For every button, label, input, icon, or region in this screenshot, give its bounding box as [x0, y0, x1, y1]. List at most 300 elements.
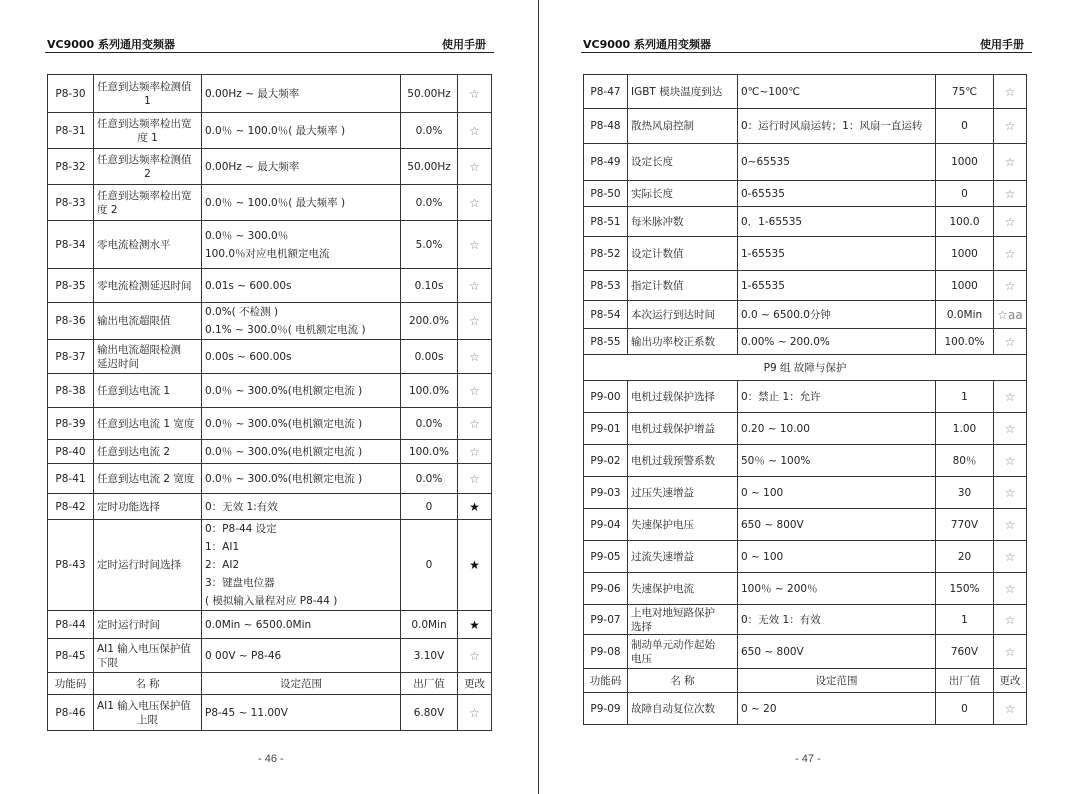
- name-line: 电机过载保护选择: [631, 390, 715, 403]
- param-range: [202, 374, 401, 408]
- name-line: 2: [144, 167, 151, 180]
- range-line: 0~65535: [741, 156, 790, 168]
- star-outline-icon: ☆: [994, 573, 1027, 605]
- param-name: [628, 237, 738, 271]
- param-code: P9-07: [584, 605, 628, 635]
- header-name: [94, 673, 202, 695]
- table-row: [48, 520, 492, 611]
- param-code: P9-09: [584, 693, 628, 725]
- param-name: [628, 477, 738, 509]
- header-range: [738, 669, 936, 693]
- param-code: P8-42: [48, 494, 94, 520]
- column-header-row: [48, 673, 492, 695]
- star-outline-icon: ☆: [994, 271, 1027, 301]
- param-range: [202, 639, 401, 673]
- name-line: 任意到达电流 1 宽度: [97, 417, 195, 430]
- table-row: [584, 477, 1027, 509]
- star-outline-icon: ☆: [994, 109, 1027, 144]
- param-name: [94, 520, 202, 611]
- param-code: P8-39: [48, 408, 94, 440]
- star-outline-icon: ☆: [994, 445, 1027, 477]
- name-line: 输出功率校正系数: [631, 335, 715, 348]
- factory-value: 1000: [936, 144, 994, 181]
- param-code: P8-44: [48, 611, 94, 639]
- param-name: [628, 635, 738, 669]
- star-outline-icon: ☆: [458, 440, 492, 464]
- name-line: 输出电流超限值: [97, 315, 171, 327]
- param-name: [628, 381, 738, 413]
- name-line: 电机过载保护增益: [631, 422, 715, 435]
- name-line: 设定长度: [631, 156, 673, 168]
- name-line: 失速保护电流: [631, 582, 694, 595]
- table-row: [48, 221, 492, 269]
- factory-value: 50.00Hz: [401, 149, 458, 185]
- header-change: 更改: [458, 673, 492, 695]
- star-outline-icon: ☆: [458, 374, 492, 408]
- header-code: 功能码: [48, 673, 94, 695]
- param-code: P8-53: [584, 271, 628, 301]
- param-name: [94, 340, 202, 374]
- param-range: [738, 144, 936, 181]
- table-row: [584, 445, 1027, 477]
- range-line: 650 ~ 800V: [741, 518, 804, 531]
- table-row: [48, 303, 492, 340]
- factory-value: 770V: [936, 509, 994, 541]
- factory-value: 100.0%: [936, 329, 994, 355]
- star-outline-icon: ☆: [458, 464, 492, 494]
- name-line: 度 1: [137, 131, 158, 144]
- table-row: [584, 329, 1027, 355]
- factory-value: 1000: [936, 271, 994, 301]
- factory-value: 0: [936, 181, 994, 207]
- factory-value: 100.0%: [401, 374, 458, 408]
- param-name: [628, 509, 738, 541]
- name-line: 度 2: [97, 203, 118, 216]
- range-line: 0．1-65535: [741, 215, 803, 228]
- range-line: 0.00Hz ~ 最大频率: [205, 87, 300, 100]
- range-line: 0 00V ~ P8-46: [205, 649, 282, 662]
- range-line: 设定范围: [280, 677, 322, 690]
- table-row: [584, 109, 1027, 144]
- range-line: 0.0％ ~ 300.0％: [205, 229, 289, 242]
- range-line: 0℃~100℃: [741, 85, 801, 98]
- range-line: 3：键盘电位器: [205, 577, 275, 589]
- name-line: 指定计数值: [631, 279, 684, 292]
- param-code: P8-55: [584, 329, 628, 355]
- star-outline-icon: ☆: [994, 181, 1027, 207]
- column-header-row: [584, 669, 1027, 693]
- param-name: [628, 605, 738, 635]
- param-code: P8-41: [48, 464, 94, 494]
- factory-value: 5.0%: [401, 221, 458, 269]
- name-line: 定时功能选择: [97, 500, 160, 513]
- range-line: 0 ~ 20: [741, 702, 777, 715]
- param-range: [202, 113, 401, 149]
- param-name: [94, 113, 202, 149]
- header-code: 功能码: [584, 669, 628, 693]
- range-line: 0.00s ~ 600.00s: [205, 350, 292, 363]
- param-name: [94, 185, 202, 221]
- name-line: 上限: [137, 713, 158, 726]
- table-row: [584, 509, 1027, 541]
- param-name: [628, 445, 738, 477]
- param-range: [738, 381, 936, 413]
- table-row: [48, 149, 492, 185]
- header-factory: 出厂值: [936, 669, 994, 693]
- param-name: [94, 611, 202, 639]
- factory-value: 100.0: [936, 207, 994, 237]
- param-range: [202, 520, 401, 611]
- param-range: [738, 75, 936, 109]
- star-outline-icon: ☆: [458, 303, 492, 340]
- table-row: [584, 635, 1027, 669]
- range-line: 1-65535: [741, 247, 785, 260]
- factory-value: 1.00: [936, 413, 994, 445]
- param-name: [628, 693, 738, 725]
- factory-value: 75℃: [936, 75, 994, 109]
- param-code: P8-37: [48, 340, 94, 374]
- factory-value: 0.0%: [401, 464, 458, 494]
- table-row: [48, 440, 492, 464]
- param-name: [94, 374, 202, 408]
- table-row: [584, 75, 1027, 109]
- param-code: P8-45: [48, 639, 94, 673]
- factory-value: 0: [401, 494, 458, 520]
- star-outline-icon: ☆: [994, 413, 1027, 445]
- param-name: [94, 269, 202, 303]
- name-line: 任意到达频率检测值: [97, 80, 192, 93]
- star-outline-icon: ☆: [994, 75, 1027, 109]
- star-outline-icon: ☆: [994, 635, 1027, 669]
- param-code: P8-32: [48, 149, 94, 185]
- param-code: P9-01: [584, 413, 628, 445]
- star-outline-icon: ☆: [994, 477, 1027, 509]
- name-line: 散热风扇控制: [631, 120, 694, 132]
- name-line: 选择: [631, 620, 652, 633]
- factory-value: 30: [936, 477, 994, 509]
- param-code: P8-31: [48, 113, 94, 149]
- name-line: 零电流检测水平: [97, 238, 171, 251]
- range-line: 0 ~ 100: [741, 486, 784, 499]
- param-code: P8-51: [584, 207, 628, 237]
- range-line: 0-65535: [741, 187, 785, 200]
- range-line: 0.0 ~ 6500.0分钟: [741, 308, 831, 321]
- name-line: 定时运行时间选择: [97, 559, 181, 571]
- name-line: 任意到达频率检出宽: [97, 117, 192, 130]
- header-change: 更改: [994, 669, 1027, 693]
- range-line: 0.0Min ~ 6500.0Min: [205, 618, 312, 631]
- factory-value: 100.0%: [401, 440, 458, 464]
- star-outline-icon: ☆: [994, 381, 1027, 413]
- param-name: [628, 541, 738, 573]
- right-header-rule: [581, 52, 1032, 53]
- param-code: P9-05: [584, 541, 628, 573]
- left-header-right: 使用手册: [442, 38, 486, 51]
- star-outline-icon: ☆: [458, 340, 492, 374]
- param-range: [738, 605, 936, 635]
- table-row: [48, 611, 492, 639]
- param-range: [202, 269, 401, 303]
- param-name: [628, 329, 738, 355]
- param-name: [94, 408, 202, 440]
- table-row: [584, 301, 1027, 329]
- param-name: [94, 440, 202, 464]
- param-name: [628, 413, 738, 445]
- star-outline-icon: ☆: [458, 149, 492, 185]
- factory-value: 6.80V: [401, 695, 458, 731]
- param-name: [94, 494, 202, 520]
- param-code: P9-04: [584, 509, 628, 541]
- table-row: [584, 573, 1027, 605]
- param-range: [738, 329, 936, 355]
- range-line: 100.0％对应电机额定电流: [205, 247, 330, 260]
- param-code: P8-35: [48, 269, 94, 303]
- param-range: [738, 109, 936, 144]
- name-line: 任意到达电流 2 宽度: [97, 472, 195, 485]
- factory-value: 760V: [936, 635, 994, 669]
- name-line: 实际长度: [631, 187, 673, 200]
- star-filled-icon: ★: [458, 494, 492, 520]
- star-outline-icon: ☆: [994, 693, 1027, 725]
- factory-value: 1: [936, 381, 994, 413]
- param-range: [738, 541, 936, 573]
- param-range: [738, 509, 936, 541]
- table-row: [48, 408, 492, 440]
- name-line: 名 称: [670, 674, 695, 687]
- right-header-right: 使用手册: [980, 38, 1024, 51]
- range-line: 50％ ~ 100%: [741, 454, 811, 467]
- param-code: P9-00: [584, 381, 628, 413]
- factory-value: 0.00s: [401, 340, 458, 374]
- factory-value: 0.10s: [401, 269, 458, 303]
- factory-value: 0.0%: [401, 113, 458, 149]
- table-row: [48, 464, 492, 494]
- param-name: [94, 695, 202, 731]
- param-range: [202, 440, 401, 464]
- range-line: 0.0％ ~ 300.0%(电机额定电流 ): [205, 445, 363, 458]
- factory-value: 150%: [936, 573, 994, 605]
- param-range: [202, 221, 401, 269]
- factory-value: 1000: [936, 237, 994, 271]
- param-range: [202, 494, 401, 520]
- name-line: 下限: [97, 656, 118, 669]
- range-line: P8-45 ~ 11.00V: [205, 706, 288, 719]
- param-range: [738, 573, 936, 605]
- star-filled-icon: ★: [458, 611, 492, 639]
- range-line: 2：AI2: [205, 559, 240, 571]
- name-line: AI1 输入电压保护值: [97, 642, 191, 655]
- range-line: 0.20 ~ 10.00: [741, 422, 810, 435]
- star-outline-icon: ☆: [994, 207, 1027, 237]
- range-line: 0：禁止 1：允许: [741, 390, 821, 403]
- param-range: [202, 75, 401, 113]
- table-row: [584, 181, 1027, 207]
- table-row: [48, 113, 492, 149]
- param-range: [738, 693, 936, 725]
- param-range: [738, 301, 936, 329]
- name-line: AI1 输入电压保护值: [97, 699, 191, 712]
- star-outline-icon: ☆: [994, 509, 1027, 541]
- param-name: [94, 75, 202, 113]
- range-line: 0.0％ ~ 100.0％( 最大频率 ): [205, 124, 346, 137]
- param-name: [628, 75, 738, 109]
- factory-value: 0.0%: [401, 185, 458, 221]
- param-range: [738, 413, 936, 445]
- table-row: [48, 185, 492, 221]
- factory-value: 0: [401, 520, 458, 611]
- range-line: 0.01s ~ 600.00s: [205, 279, 292, 292]
- name-line: 每米脉冲数: [631, 215, 684, 228]
- range-line: 1-65535: [741, 279, 785, 292]
- group-heading: P9 组 故障与保护: [584, 355, 1027, 381]
- star-outline-icon: ☆: [458, 113, 492, 149]
- param-name: [628, 573, 738, 605]
- table-row: [584, 237, 1027, 271]
- param-code: P8-52: [584, 237, 628, 271]
- param-range: [202, 611, 401, 639]
- param-code: P8-49: [584, 144, 628, 181]
- param-code: P8-46: [48, 695, 94, 731]
- left-page-number: - 46 -: [258, 753, 284, 765]
- range-line: 0.0%( 不检测 ): [205, 306, 279, 318]
- param-name: [628, 109, 738, 144]
- header-range: [202, 673, 401, 695]
- param-range: [738, 207, 936, 237]
- param-code: P8-40: [48, 440, 94, 464]
- parameter-table-right: [583, 74, 1027, 725]
- page-divider: [538, 0, 539, 794]
- star-outline-icon: ☆: [994, 237, 1027, 271]
- star-outline-icon: ☆: [994, 144, 1027, 181]
- table-row: [584, 605, 1027, 635]
- factory-value: 80％: [936, 445, 994, 477]
- table-row: [584, 381, 1027, 413]
- star-outline-icon: ☆: [458, 185, 492, 221]
- range-line: 0 ~ 100: [741, 550, 784, 563]
- param-range: [202, 303, 401, 340]
- name-line: 设定计数值: [631, 247, 684, 260]
- header-name: [628, 669, 738, 693]
- table-row: [48, 75, 492, 113]
- range-line: 0.00% ~ 200.0%: [741, 335, 830, 348]
- factory-value: 0.0Min: [401, 611, 458, 639]
- param-code: P8-47: [584, 75, 628, 109]
- name-line: IGBT 模块温度到达: [631, 85, 723, 98]
- name-line: 制动单元动作起始: [631, 638, 715, 651]
- param-code: P8-38: [48, 374, 94, 408]
- star-outline-icon: ☆: [994, 329, 1027, 355]
- name-line: 延迟时间: [97, 357, 139, 370]
- range-line: 0.0％ ~ 300.0%(电机额定电流 ): [205, 417, 363, 430]
- factory-value: 0: [936, 109, 994, 144]
- star-outline-icon: ☆: [458, 269, 492, 303]
- table-row: [584, 413, 1027, 445]
- name-line: 电压: [631, 652, 652, 665]
- factory-value: 3.10V: [401, 639, 458, 673]
- range-line: 0.00Hz ~ 最大频率: [205, 160, 300, 173]
- table-row: [48, 695, 492, 731]
- table-row: [48, 494, 492, 520]
- table-row: [48, 374, 492, 408]
- group-heading-row: [584, 355, 1027, 381]
- name-line: 本次运行到达时间: [631, 308, 715, 321]
- param-range: [738, 635, 936, 669]
- table-row: [584, 541, 1027, 573]
- param-name: [94, 464, 202, 494]
- factory-value: 200.0%: [401, 303, 458, 340]
- param-name: [628, 207, 738, 237]
- param-range: [738, 237, 936, 271]
- range-line: 0：无效 1:有效: [205, 500, 278, 513]
- param-name: [94, 221, 202, 269]
- factory-value: 0.0%: [401, 408, 458, 440]
- param-range: [738, 271, 936, 301]
- param-range: [202, 464, 401, 494]
- table-row: [48, 269, 492, 303]
- star-outline-icon: ☆: [994, 541, 1027, 573]
- name-line: 零电流检测延迟时间: [97, 279, 192, 292]
- param-name: [94, 303, 202, 340]
- header-factory: 出厂值: [401, 673, 458, 695]
- range-line: 0.0％ ~ 300.0%(电机额定电流 ): [205, 384, 363, 397]
- range-line: 0.0％ ~ 300.0%(电机额定电流 ): [205, 472, 363, 485]
- left-header-title: VC9000 系列通用变频器: [47, 38, 176, 51]
- name-line: 任意到达频率检测值: [97, 153, 192, 166]
- star-filled-icon: ★: [458, 520, 492, 611]
- range-line: 0.0％ ~ 100.0％( 最大频率 ): [205, 196, 346, 209]
- star-outline-icon: ☆aa: [994, 301, 1027, 329]
- param-range: [202, 408, 401, 440]
- param-code: P8-50: [584, 181, 628, 207]
- param-code: P8-43: [48, 520, 94, 611]
- table-row: [584, 271, 1027, 301]
- star-outline-icon: ☆: [458, 75, 492, 113]
- star-outline-icon: ☆: [458, 408, 492, 440]
- param-range: [202, 185, 401, 221]
- table-row: [48, 340, 492, 374]
- range-line: 设定范围: [815, 674, 858, 687]
- param-range: [202, 340, 401, 374]
- param-code: P8-30: [48, 75, 94, 113]
- param-code: P8-48: [584, 109, 628, 144]
- param-name: [628, 301, 738, 329]
- param-code: P9-08: [584, 635, 628, 669]
- range-line: 1：AI1: [205, 541, 240, 553]
- param-code: P9-02: [584, 445, 628, 477]
- factory-value: 1: [936, 605, 994, 635]
- star-outline-icon: ☆: [458, 695, 492, 731]
- range-line: 0：P8-44 设定: [205, 523, 277, 535]
- param-range: [738, 445, 936, 477]
- name-line: 故障自动复位次数: [631, 702, 715, 715]
- range-line: 0.1% ~ 300.0％( 电机额定电流 ): [205, 324, 366, 336]
- right-page-number: - 47 -: [795, 753, 821, 765]
- name-line: 失速保护电压: [631, 518, 694, 531]
- star-outline-icon: ☆: [458, 639, 492, 673]
- name-line: 名 称: [135, 677, 160, 690]
- param-name: [94, 639, 202, 673]
- star-outline-icon: ☆: [994, 605, 1027, 635]
- factory-value: 0.0Min: [936, 301, 994, 329]
- factory-value: 20: [936, 541, 994, 573]
- name-line: 任意到达电流 2: [97, 445, 171, 458]
- param-code: P8-34: [48, 221, 94, 269]
- param-code: P8-33: [48, 185, 94, 221]
- table-row: [48, 639, 492, 673]
- range-line: ( 模拟输入量程对应 P8-44 ): [205, 595, 338, 607]
- param-name: [628, 144, 738, 181]
- param-range: [202, 695, 401, 731]
